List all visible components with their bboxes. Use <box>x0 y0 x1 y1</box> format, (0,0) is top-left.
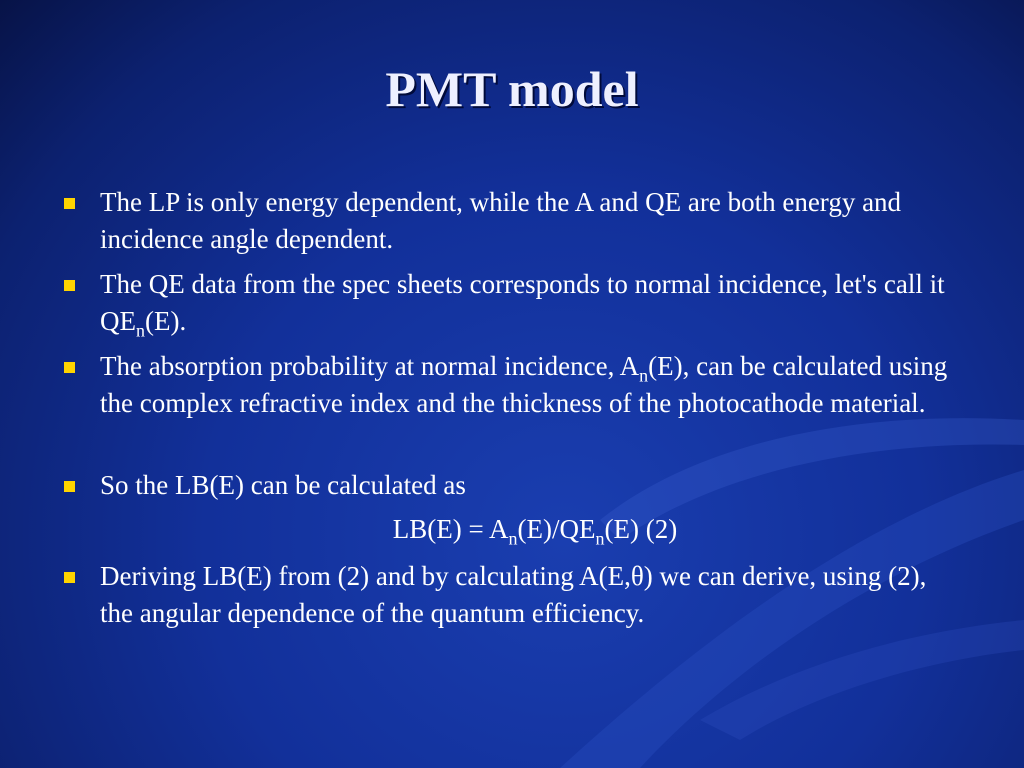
slide-title: PMT model <box>385 61 639 117</box>
text-run: (E), can be calculated using the complex refractive index and the thickness of the photocathode material. <box>100 351 948 418</box>
equation <box>60 511 1010 548</box>
subscript: n <box>508 528 518 549</box>
subscript: n <box>595 528 605 549</box>
bullet-text <box>100 266 960 340</box>
bullet-text <box>100 184 960 258</box>
bullet-marker-icon <box>64 362 75 373</box>
text-run: The LP is only energy dependent, while the A and QE are both energy and incidence angle dependent. <box>100 187 902 254</box>
text-run: So the LB(E) can be calculated as <box>100 470 466 500</box>
text-run: (E)/QE <box>517 514 596 544</box>
bullet-marker-icon <box>64 572 75 583</box>
text-run: (E) (2) <box>604 514 678 544</box>
bullet-marker-icon <box>64 280 75 291</box>
bullet-marker-icon <box>64 481 75 492</box>
bullet-marker-icon <box>64 198 75 209</box>
bullet-text <box>100 348 960 422</box>
bullet-text <box>100 558 960 632</box>
subscript: n <box>136 320 145 341</box>
text-run: Deriving LB(E) from (2) and by calculating A(E,θ) we can derive, using (2), the angular dependence of the quantum efficiency. <box>100 561 927 628</box>
text-run: The absorption probability at normal incidence, A <box>100 351 640 381</box>
text-run: The QE data from the spec sheets corresponds to normal incidence, let's call it QE <box>100 269 945 336</box>
bullet-text <box>100 467 960 504</box>
text-run: LB(E) = A <box>392 514 509 544</box>
subscript: n <box>639 365 649 386</box>
text-run: (E). <box>145 306 187 336</box>
